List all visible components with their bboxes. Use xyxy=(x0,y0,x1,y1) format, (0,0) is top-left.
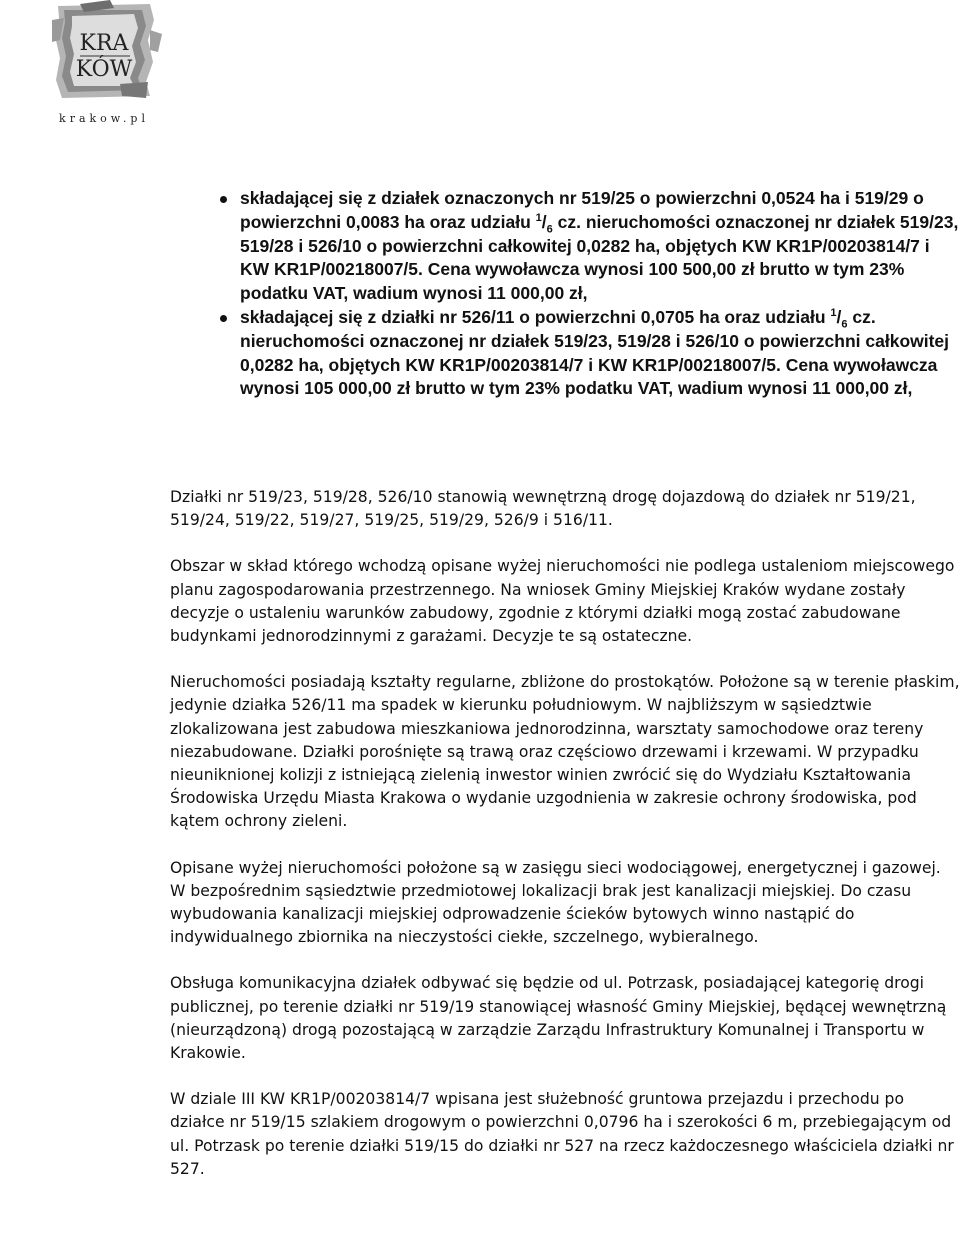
krakow-logo xyxy=(50,0,165,128)
bullet-icon xyxy=(220,315,227,322)
bullet-text-start: składającej się z działki nr 526/11 o powierzchni 0,0705 ha oraz udziału xyxy=(240,306,831,327)
share-numerator: 1 xyxy=(535,211,542,224)
krakow-logo-graphic xyxy=(50,0,165,128)
list-item: składającej się z działki nr 526/11 o powierzchni 0,0705 ha oraz udziału $^1/_6$ cz. nieruchomości oznaczonej nr działek 519/23, 519/28 i 526/10 o powierzchni całkowitej 0,0282 ha, objętych KW KR1P/00203814/7 i KW KR1P/00218007/5. Cena wywoławcza wynosi 105 000,00 zł brutto w tym 23% podatku VAT, wadium wynosi 11 000,00 zł, xyxy=(220,306,960,401)
bullet-text-end: cz. nieruchomości oznaczonej nr działek 519/23, 519/28 i 526/10 o powierzchni całkowitej 0,0282 ha, objętych KW KR1P/00203814/7 i KW KR1P/00218007/5. Cena wywoławcza wynosi 105 000,00 zł brutto w tym 23% podatku VAT, wadium wynosi 11 000,00 zł, xyxy=(240,306,950,399)
bullet-text-end: cz. nieruchomości oznaczonej nr działek 519/23, 519/28 i 526/10 o powierzchni całkowitej 0,0282 ha, objętych KW KR1P/00203814/7 i KW KR1P/00218007/5. Cena wywoławcza wynosi 100 500,00 zł brutto w tym 23% podatku VAT, wadium wynosi 11 000,00 zł, xyxy=(240,211,959,304)
paragraph-terrain: Nieruchomości posiadają kształty regularne, zbliżone do prostokątów. Położone są w terenie płaskim, jedynie działka 526/11 ma spadek w kierunku południowym. W najbliższym w sąsiedztwie zlokalizowana jest zabudowa mieszkaniowa jednorodzinna, warsztaty samochodowe oraz tereny niezabudowane. Działki porośnięte są trawą oraz częściowo drzewami i krzewami. W przypadku nieuniknionej kolizji z istniejącą zielenią inwestor winien zwrócić się do Wydziału Kształtowania Środowiska Urzędu Miasta Krakowa o wydanie uzgodnienia w zakresie ochrony środowiska, pod kątem ochrony zieleni. xyxy=(170,673,960,831)
document-body xyxy=(170,486,960,1204)
share-numerator: 1 xyxy=(830,307,837,320)
logo-caption: krakow.pl xyxy=(59,112,149,125)
paragraph-access-road: Działki nr 519/23, 519/28, 526/10 stanowią wewnętrzną drogę dojazdową do działek nr 519/21, 519/24, 519/22, 519/27, 519/25, 519/29, 526/9 i 516/11. xyxy=(170,488,916,530)
paragraph-access: Obsługa komunikacyjna działek odbywać się będzie od ul. Potrzask, posiadającej kategorię drogi publicznej, po terenie działki nr 519/19 stanowiącej własność Gminy Miejskiej, będącej wewnętrzną (nieurządzoną) drogą pozostającą w zarządzie Zarządu Infrastruktury Komunalnej i Transportu w Krakowie. xyxy=(170,974,947,1063)
bullet-text-start: składającej się z działek oznaczonych nr 519/25 o powierzchni 0,0524 ha i 519/29 o powierzchni 0,0083 ha oraz udziału xyxy=(240,188,924,232)
share-denominator: 6 xyxy=(841,318,848,331)
paragraph-utilities: Opisane wyżej nieruchomości położone są w zasięgu sieci wodociągowej, energetycznej i gazowej. W bezpośrednim sąsiedztwie przedmiotowej lokalizacji brak jest kanalizacji miejskiej. Do czasu wybudowania kanalizacji miejskiej odprowadzenie ścieków bytowych winno nastąpić do indywidualnego zbiornika na nieczystości ciekłe, szczelnego, wybieralnego. xyxy=(170,858,941,947)
logo-line1: KRA xyxy=(79,31,129,56)
paragraph-easement: W dziale III KW KR1P/00203814/7 wpisana jest służebność gruntowa przejazdu i przechodu po działce nr 519/15 szlakiem drogowym o powierzchni 0,0796 ha i szerokości 6 m, przebiegającym od ul. Potrzask po terenie działki 519/15 do działki nr 527 na rzecz każdoczesnego właściciela działki nr 527. xyxy=(170,1090,954,1178)
list-item: składającej się z działek oznaczonych nr 519/25 o powierzchni 0,0524 ha i 519/29 o powierzchni 0,0083 ha oraz udziału $^1/_6$ cz. nieruchomości oznaczonej nr działek 519/23, 519/28 i 526/10 o powierzchni całkowitej 0,0282 ha, objętych KW KR1P/00203814/7 i KW KR1P/00218007/5. Cena wywoławcza wynosi 100 500,00 zł brutto w tym 23% podatku VAT, wadium wynosi 11 000,00 zł, xyxy=(220,187,960,306)
plot-offer-list xyxy=(220,187,960,401)
paragraph-zoning: Obszar w skład którego wchodzą opisane wyżej nieruchomości nie podlega ustaleniom miejscowego planu zagospodarowania przestrzennego. Na wniosek Gminy Miejskiej Kraków wydane zostały decyzje o ustaleniu warunków zabudowy, zgodnie z którymi działki mogą zostać zabudowane budynkami jednorodzinnymi z garażami. Decyzje te są ostateczne. xyxy=(170,557,955,646)
bullet-icon xyxy=(220,196,227,203)
share-denominator: 6 xyxy=(546,223,553,236)
logo-line2: KÓW xyxy=(75,57,133,82)
